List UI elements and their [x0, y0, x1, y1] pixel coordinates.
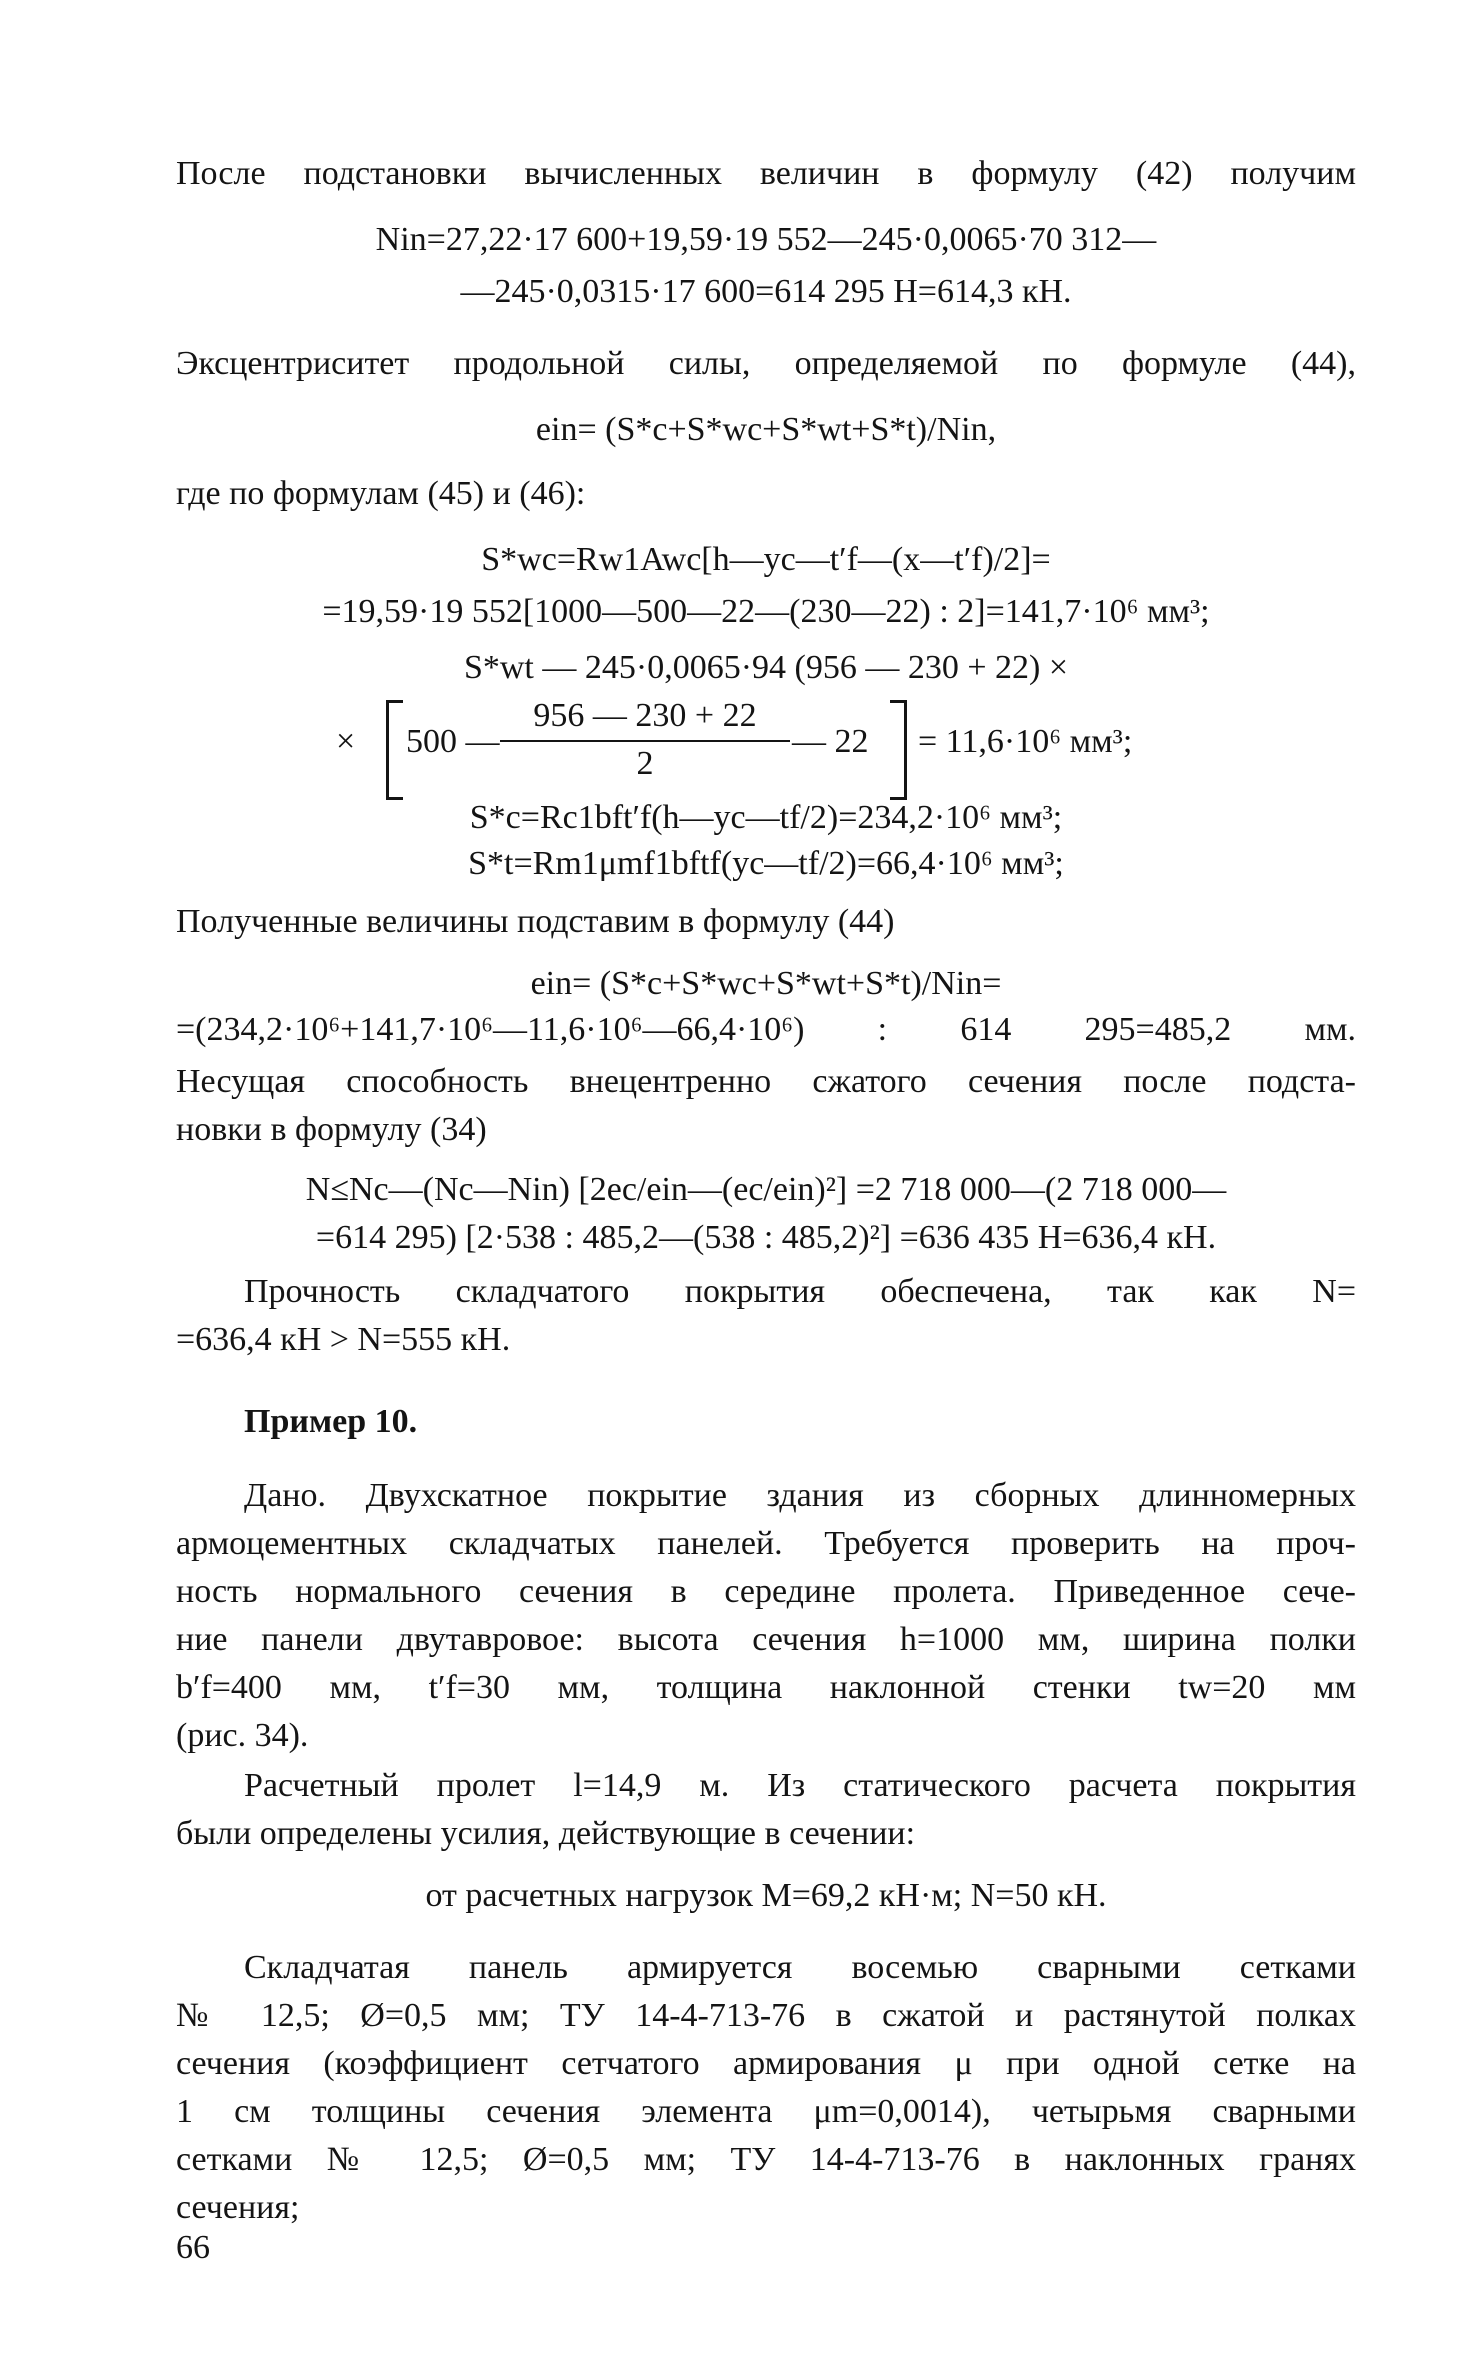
text-line: =636,4 кН > N=555 кН. [176, 1321, 511, 1358]
formula-line: =614 295) [2·538 : 485,2—(538 : 485,2)²] =636 435 Н=636,4 кН. [315, 1219, 1217, 1256]
text-line: были определены усилия, действующие в сечении: [176, 1815, 916, 1852]
text-line: Дано. Двухскатное покрытие здания из сборных длинномерных [244, 1477, 1356, 1514]
text-line: сетками № 12,5; Ø=0,5 мм; ТУ 14-4-713-76 в наклонных гранях [176, 2141, 1356, 2178]
text-line: № 12,5; Ø=0,5 мм; ТУ 14-4-713-76 в сжатой и растянутой полках [176, 1997, 1356, 2034]
text-line: (рис. 34). [176, 1717, 309, 1754]
formula-line: S*wt — 245·0,0065·94 (956 — 230 + 22) × [463, 649, 1069, 686]
fraction-numerator: 956 — 230 + 22 [533, 697, 757, 734]
text-line: сечения (коэффициент сетчатого армирования μ при одной сетке на [176, 2045, 1356, 2082]
fraction-lead: 500 — [406, 723, 500, 760]
text-line: b′f=400 мм, t′f=30 мм, толщина наклонной стенки tw=20 мм [176, 1669, 1356, 1706]
fraction-tail: — 22 [792, 723, 869, 760]
page-number: 66 [176, 2229, 210, 2266]
text-line: ние панели двутавровое: высота сечения h=1000 мм, ширина полки [176, 1621, 1356, 1658]
formula-line: от расчетных нагрузок M=69,2 кН·м; N=50 кН. [425, 1877, 1107, 1914]
text-line: Полученные величины подставим в формулу (44) [176, 903, 895, 940]
formula-line: S*wc=Rw1Awc[h—yc—t′f—(x—t′f)/2]= [481, 541, 1051, 578]
text-line: сечения; [176, 2189, 300, 2226]
text-line: Эксцентриситет продольной силы, определяемой по формуле (44), [176, 345, 1356, 382]
formula-line: ein= (S*c+S*wc+S*wt+S*t)/Nin, [535, 411, 997, 448]
text-line: где по формулам (45) и (46): [176, 475, 586, 512]
fraction-bar [500, 740, 790, 742]
text-line: 1 см толщины сечения элемента μm=0,0014), четырьмя сварными [176, 2093, 1356, 2130]
formula-line: N≤Nc—(Nc—Nin) [2ec/ein—(ec/ein)²] =2 718 000—(2 718 000— [305, 1171, 1227, 1208]
text-line: Складчатая панель армируется восемью сварными сетками [244, 1949, 1356, 1986]
times-sign: × [336, 723, 356, 760]
text-line: Расчетный пролет l=14,9 м. Из статического расчета покрытия [244, 1767, 1356, 1804]
section-heading: Пример 10. [244, 1403, 418, 1440]
formula-line: Nin=27,22·17 600+19,59·19 552—245·0,0065·70 312— [375, 221, 1157, 258]
fraction-result: = 11,6·10⁶ мм³; [918, 723, 1133, 760]
text-line: Несущая способность внецентренно сжатого сечения после подста- [176, 1063, 1356, 1100]
text-line: новки в формулу (34) [176, 1111, 487, 1148]
left-bracket [386, 700, 403, 800]
right-bracket [890, 700, 907, 800]
formula-line: S*t=Rm1μmf1bftf(yc—tf/2)=66,4·10⁶ мм³; [468, 845, 1064, 882]
formula-line: ein= (S*c+S*wc+S*wt+S*t)/Nin= [530, 965, 1002, 1002]
text-line: Прочность складчатого покрытия обеспечена, так как N= [244, 1273, 1356, 1310]
formula-line: =19,59·19 552[1000—500—22—(230—22) : 2]=141,7·10⁶ мм³; [322, 593, 1210, 630]
text-line: ность нормального сечения в середине пролета. Приведенное сече- [176, 1573, 1356, 1610]
formula-line: —245·0,0315·17 600=614 295 Н=614,3 кН. [460, 273, 1072, 310]
fraction-denominator: 2 [636, 745, 654, 782]
formula-line: =(234,2·10⁶+141,7·10⁶—11,6·10⁶—66,4·10⁶) : 614 295=485,2 мм. [176, 1011, 1356, 1048]
text-line: После подстановки вычисленных величин в формулу (42) получим [176, 155, 1356, 192]
text-line: армоцементных складчатых панелей. Требуется проверить на проч- [176, 1525, 1356, 1562]
formula-line: S*c=Rc1bft′f(h—yc—tf/2)=234,2·10⁶ мм³; [469, 799, 1063, 836]
